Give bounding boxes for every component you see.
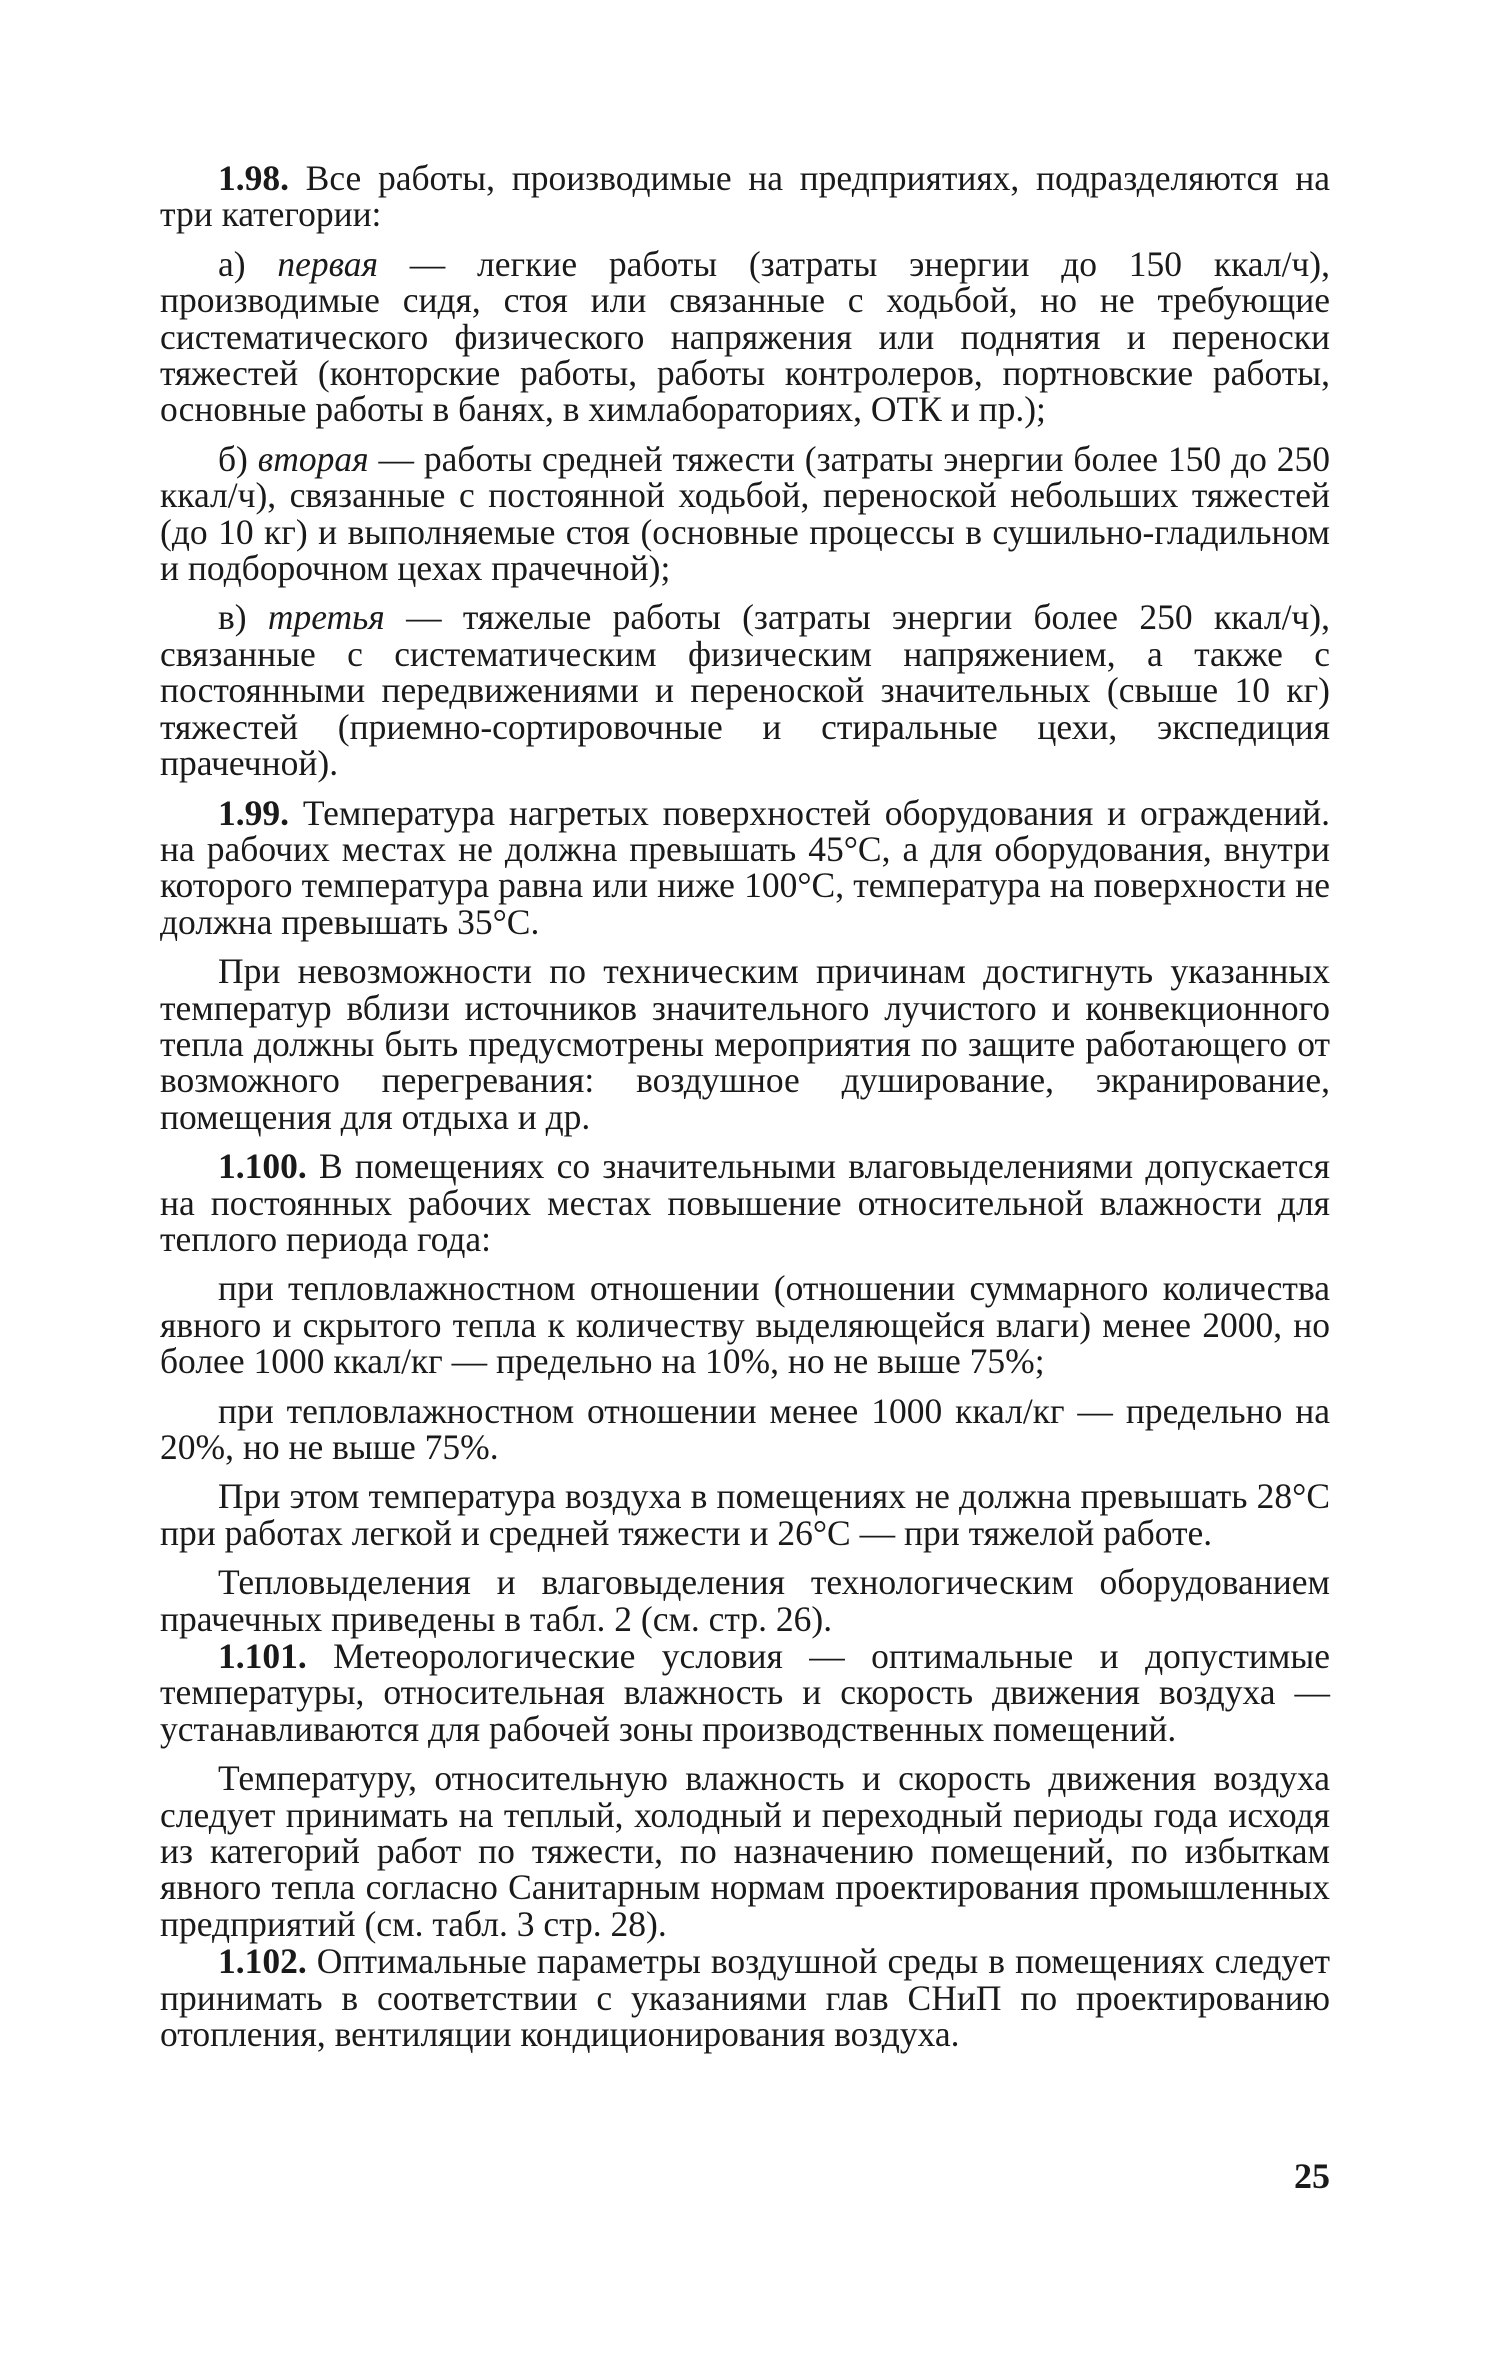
page-number: 25 bbox=[1294, 2156, 1330, 2196]
category-label: вторая bbox=[257, 438, 369, 479]
paragraph-1-101 bbox=[160, 1638, 1330, 1747]
category-second bbox=[160, 438, 1330, 589]
category-label: первая bbox=[277, 243, 379, 284]
paragraph-text: — работы средней тяжести (затраты энергии более 150 до 250 ккал/ч), связанные с постоянной ходьбой, переноской небольших тяжестей (до 10 кг) и выполняемые стоя (основные процессы в сушильно-гладильном и подборочном цехах прачечной); bbox=[160, 438, 1330, 589]
category-first bbox=[160, 243, 1330, 430]
paragraph-text: Метеорологические условия — оптимальные и допустимые температуры, относительная влажность и скорость движения воздуха — устанавливаются для рабочей зоны производственных помещений. bbox=[160, 1636, 1330, 1749]
paragraph-text: Температура нагретых поверхностей оборудования и ограждений. на рабочих местах не должна превышать 45°С, а для оборудования, внутри которого температура равна или ниже 100°С, температура на поверхности не должна превышать 35°С. bbox=[160, 792, 1330, 942]
section-number: 1.98. bbox=[218, 158, 289, 198]
paragraph-text: — легкие работы (затраты энергии до 150 ккал/ч), производимые сидя, стоя или связанные с ходьбой, но не требующие систематического физического напряжения или поднятия и переноски тяжестей (конторские работы, работы контролеров, портновские работы, основные работы в банях, в химлабораториях, ОТК и пр.); bbox=[160, 243, 1330, 430]
section-number: 1.102. bbox=[218, 1941, 307, 1982]
paragraph-text: Оптимальные параметры воздушной среды в помещениях следует принимать в соответствии с указаниями глав СНиП по проектированию отопления, вентиляции кондиционирования воздуха. bbox=[160, 1941, 1330, 2055]
paragraph-1-100-condition-2: при тепловлажностном отношении менее 1000 ккал/кг — предельно на 20%, но не выше 75%. bbox=[160, 1390, 1330, 1467]
paragraph-1-98 bbox=[160, 160, 1330, 233]
paragraph-1-100 bbox=[160, 1148, 1330, 1257]
list-marker: в) bbox=[218, 597, 268, 638]
paragraph-text: Все работы, производимые на предприятиях, подразделяются на три категории: bbox=[160, 158, 1330, 235]
section-number: 1.100. bbox=[218, 1146, 307, 1187]
list-marker: б) bbox=[218, 438, 258, 479]
paragraph-1-99 bbox=[160, 792, 1330, 942]
paragraph-1-101-continued: Температуру, относительную влажность и скорость движения воздуха следует принимать на теплый, холодный и переходный периоды года исходя из категорий работ по тяжести, по назначению помещений, по избыткам явного тепла согласно Санитарным нормам проектирования промышленных предприятий (см. табл. 3 стр. 28). bbox=[160, 1758, 1330, 1944]
paragraph-text: — тяжелые работы (затраты энергии более 250 ккал/ч), связанные с систематическим физическим напряжением, а также с постоянными передвижениями и переноской значительных (свыше 10 кг) тяжестей (приемно-сортировочные и стиральные цехи, экспедиция прачечной). bbox=[160, 597, 1330, 784]
paragraph-1-100-temperature: При этом температура воздуха в помещениях не должна превышать 28°С при работах легкой и средней тяжести и 26°С — при тяжелой работе. bbox=[160, 1476, 1330, 1553]
page-body bbox=[160, 160, 1330, 2066]
category-third bbox=[160, 597, 1330, 784]
paragraph-1-100-condition-1: при тепловлажностном отношении (отношении суммарного количества явного и скрытого тепла к количеству выделяющейся влаги) менее 2000, но более 1000 ккал/кг — предельно на 10%, но не выше 75%; bbox=[160, 1268, 1330, 1382]
list-marker: а) bbox=[218, 243, 278, 284]
paragraph-1-100-heat-release: Тепловыделения и влаговыделения технологическим оборудованием прачечных приведены в табл. 2 (см. стр. 26). bbox=[160, 1562, 1330, 1639]
paragraph-text: В помещениях со значительными влаговыделениями допускается на постоянных рабочих местах повышение относительной влажности для теплого периода года: bbox=[160, 1146, 1330, 1259]
section-number: 1.101. bbox=[218, 1636, 307, 1677]
section-number: 1.99. bbox=[218, 792, 289, 833]
paragraph-1-102 bbox=[160, 1941, 1330, 2055]
paragraph-1-99-continued: При невозможности по техническим причинам достигнуть указанных температур вблизи источников значительного лучистого и конвекционного тепла должны быть предусмотрены мероприятия по защите работающего от возможного перегревания: воздушное душирование, экранирование, помещения для отдыха и др. bbox=[160, 951, 1330, 1137]
category-label: третья bbox=[267, 597, 385, 638]
